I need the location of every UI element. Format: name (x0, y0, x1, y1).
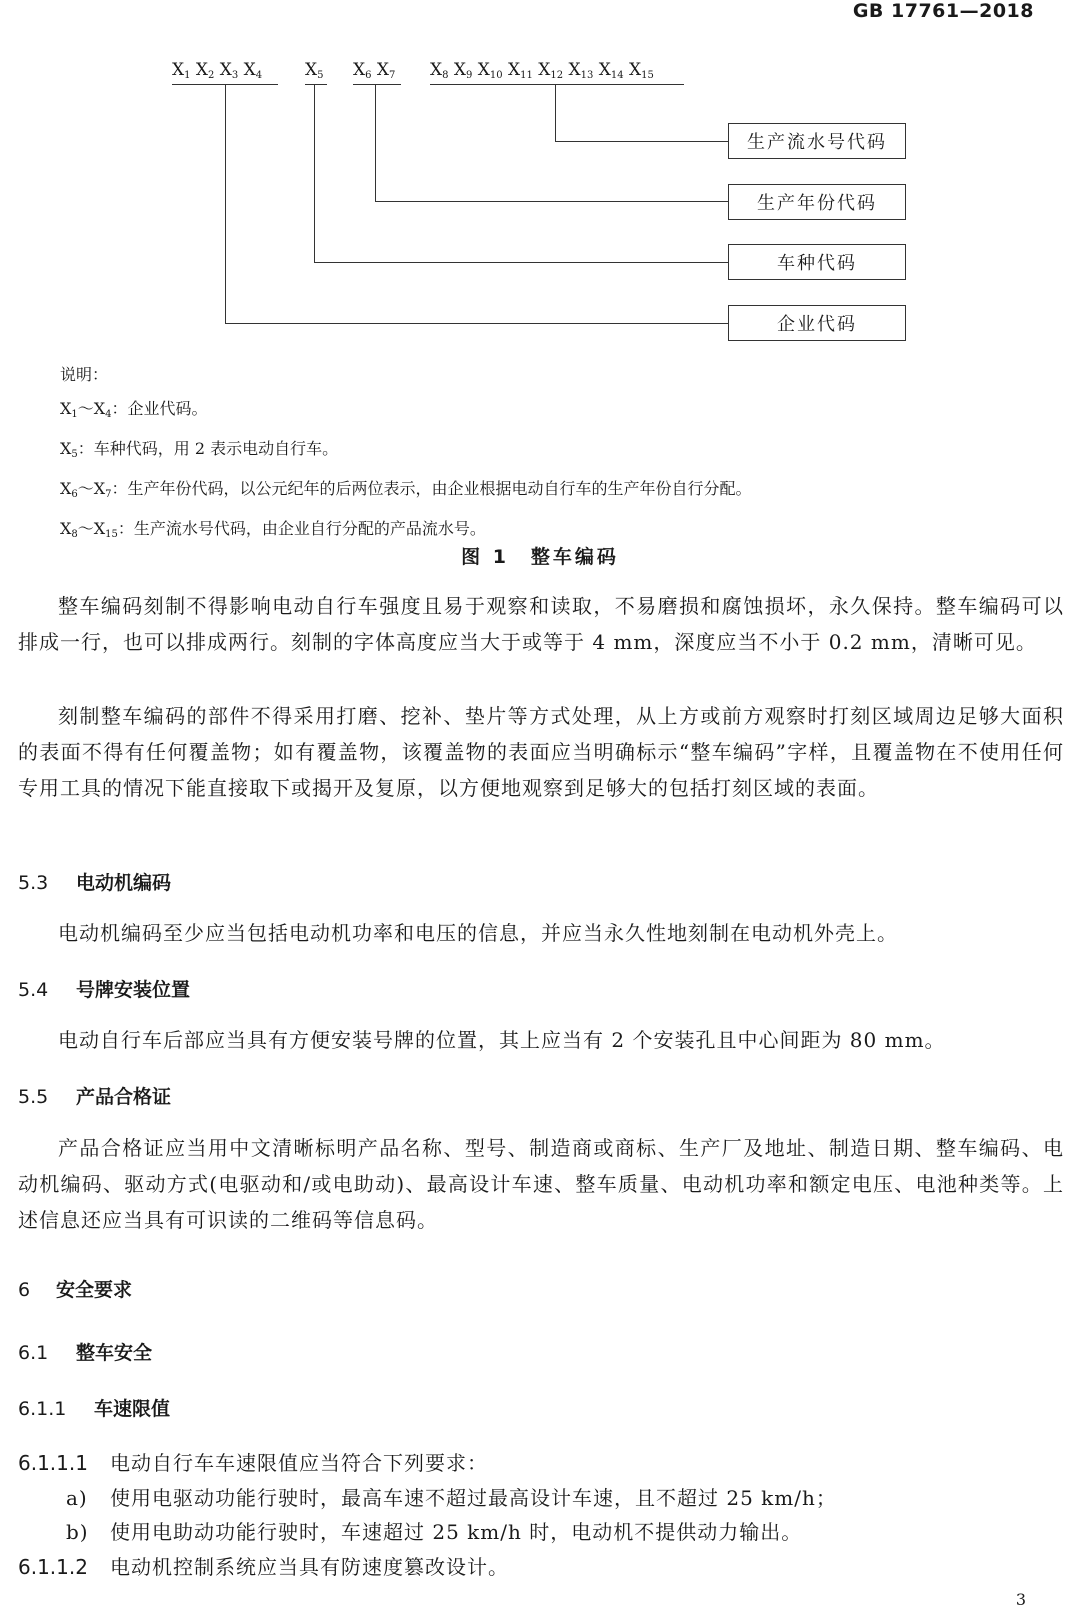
paragraph-product-certificate: 产品合格证应当用中文清晰标明产品名称、型号、制造商或商标、生产厂及地址、制造日期、整车编码、电动机编码、驱动方式(电驱动和/或电助动)、最高设计车速、整车质量、电动机功率和额定电压、电池种类等。上述信息还应当具有可识读的二维码等信息码。 (18, 1136, 1064, 1232)
box-serial-code: 生产流水号代码 (728, 123, 906, 159)
code-part: $X_{10}$ (477, 60, 503, 81)
code-part: $X_6$ (353, 60, 372, 81)
figure-caption: 图 1 整车编码 (461, 546, 619, 568)
notes-title: 说明： (60, 365, 109, 384)
note-line: $X_6\sim X_7$：生产年份代码，以公元纪年的后两位表示，由企业根据电动自行车的生产年份自行分配。 (60, 479, 752, 500)
connector-year-vertical (375, 84, 376, 202)
code-part: $X_7$ (376, 60, 396, 81)
paragraph-license-plate: 电动自行车后部应当具有方便安装号牌的位置，其上应当有 2 个安装孔且中心间距为 80 mm。 (58, 1028, 946, 1052)
note-line: $X_8\sim X_{15}$：生产流水号代码，由企业自行分配的产品流水号。 (60, 519, 486, 540)
code-part: $X_{13}$ (568, 60, 594, 81)
connector-enterprise-vertical (225, 84, 226, 324)
standard-code: GB 17761—2018 (852, 0, 1034, 22)
code-part: $X_{15}$ (629, 60, 654, 81)
box-year-code: 生产年份代码 (728, 184, 906, 220)
note-line: $X_1\sim X_4$：企业代码。 (60, 399, 208, 420)
code-group-year (353, 60, 395, 81)
paragraph-engraving-cover: 刻制整车编码的部件不得采用打磨、挖补、垫片等方式处理，从上方或前方观察时打刻区域周边足够大面积的表面不得有任何覆盖物；如有覆盖物，该覆盖物的表面应当明确标示“整车编码”字样，且覆盖物在不使用任何专用工具的情况下能直接取下或揭开及复原，以方便地观察到足够大的包括打刻区域的表面。 (18, 704, 1064, 800)
section-heading-6: 6 安全要求 (18, 1279, 133, 1301)
list-item-a: a) 使用电驱动功能行驶时，最高车速不超过最高设计车速，且不超过 25 km/h； (66, 1486, 837, 1510)
code-part: $X_1$ (172, 60, 191, 81)
code-part: $X_{11}$ (508, 60, 533, 81)
box-enterprise-code: 企业代码 (728, 305, 906, 341)
code-group-vehicle-type (305, 60, 323, 81)
section-heading-5-3: 5.3 电动机编码 (18, 872, 172, 894)
code-group-enterprise (172, 60, 262, 81)
underline-vehicle-type (305, 84, 327, 85)
paragraph-motor-code: 电动机编码至少应当包括电动机功率和电压的信息，并应当永久性地刻制在电动机外壳上。 (58, 921, 898, 945)
code-part: $X_4$ (243, 60, 263, 81)
code-group-serial (430, 60, 654, 81)
box-vehicle-type-code: 车种代码 (728, 244, 906, 280)
section-heading-6-1-1: 6.1.1 车速限值 (18, 1398, 171, 1420)
underline-year (353, 84, 401, 85)
note-line: $X_5$：车种代码，用 2 表示电动自行车。 (60, 439, 339, 460)
page-number: 3 (1015, 1590, 1026, 1609)
section-heading-5-4: 5.4 号牌安装位置 (18, 979, 191, 1001)
connector-serial-vertical (555, 84, 556, 142)
code-part: $X_3$ (219, 60, 239, 81)
paragraph-engraving-requirements: 整车编码刻制不得影响电动自行车强度且易于观察和读取，不易磨损和腐蚀损坏，永久保持。整车编码可以排成一行，也可以排成两行。刻制的字体高度应当大于或等于 4 mm，深度应当不小于 0.2 mm，清晰可见。 (18, 594, 1064, 654)
code-part: $X_8$ (430, 60, 449, 81)
code-part: $X_2$ (195, 60, 215, 81)
connector-vehicle-type-horizontal (314, 262, 728, 263)
connector-enterprise-horizontal (225, 323, 728, 324)
figure-notes (60, 358, 752, 552)
code-part: $X_5$ (305, 60, 324, 81)
section-heading-6-1: 6.1 整车安全 (18, 1342, 153, 1364)
connector-serial-horizontal (555, 141, 728, 142)
code-part: $X_{14}$ (598, 60, 624, 81)
underline-serial (430, 84, 684, 85)
section-heading-5-5: 5.5 产品合格证 (18, 1086, 172, 1108)
connector-year-horizontal (375, 201, 728, 202)
clause-6-1-1-1: 6.1.1.1 电动自行车车速限值应当符合下列要求： (18, 1451, 488, 1475)
code-part: $X_{12}$ (538, 60, 564, 81)
connector-vehicle-type-vertical (314, 84, 315, 263)
clause-6-1-1-2: 6.1.1.2 电动机控制系统应当具有防速度篡改设计。 (18, 1555, 509, 1579)
code-part: $X_9$ (453, 60, 473, 81)
list-item-b: b) 使用电助动功能行驶时，车速超过 25 km/h 时，电动机不提供动力输出。 (66, 1520, 803, 1544)
